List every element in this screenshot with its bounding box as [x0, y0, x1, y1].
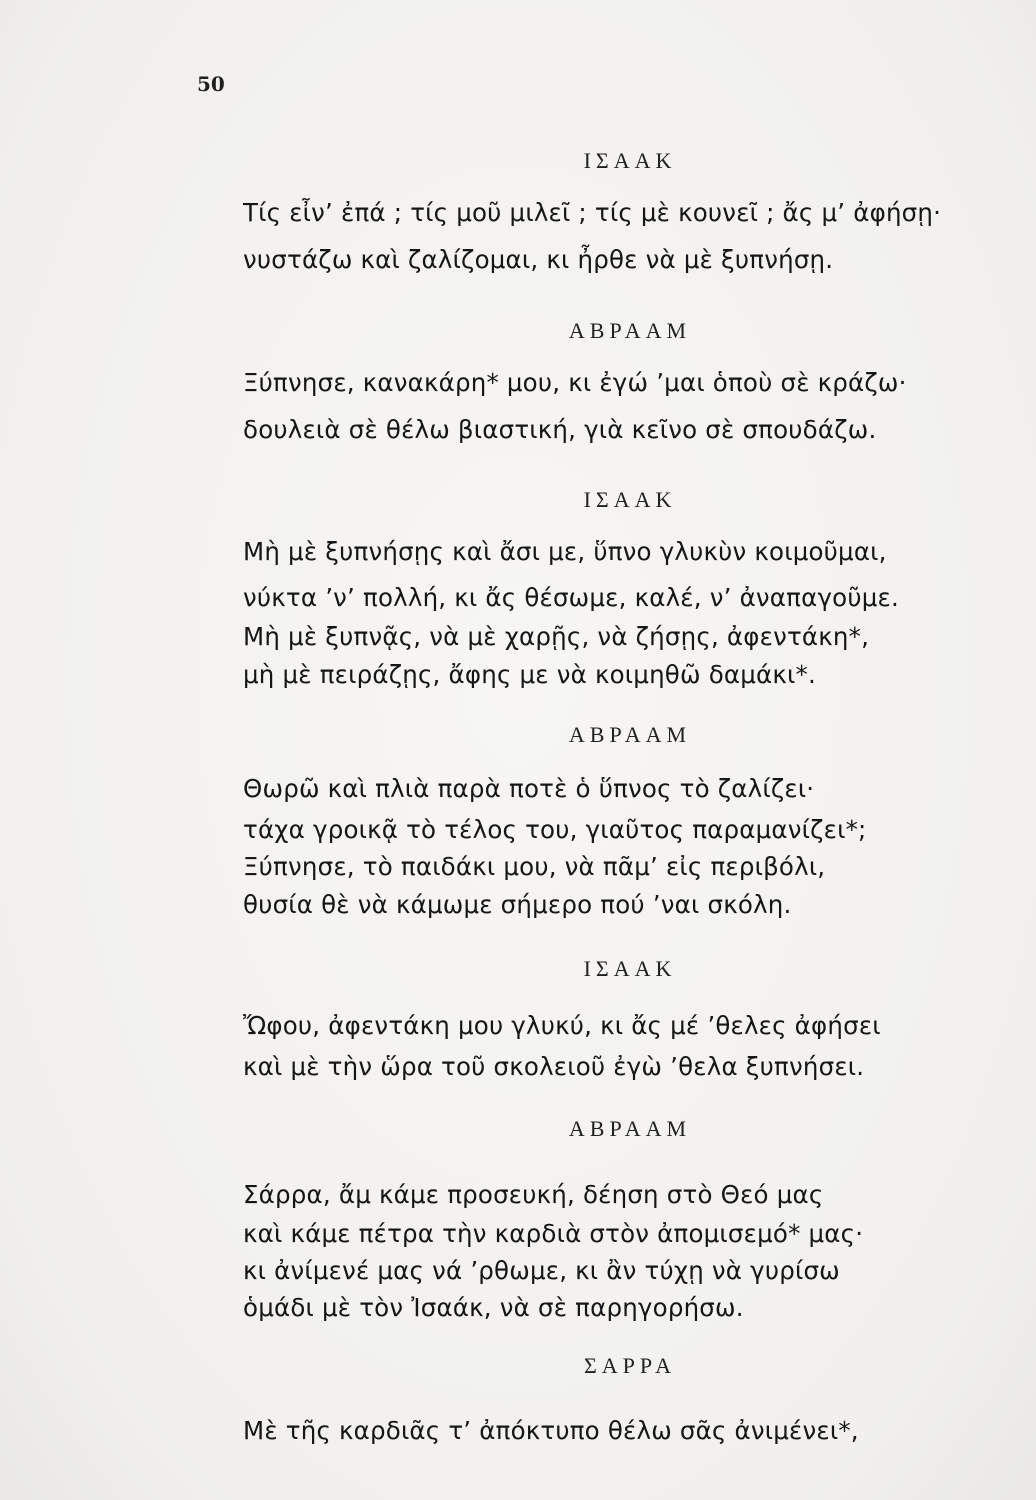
speaker-heading: ΑΒΡΑΑΜ: [568, 1116, 692, 1141]
verse-line: Μὴ μὲ ξυπνᾷς, νὰ μὲ χαρῇς, νὰ ζήσῃς, ἀφεντάκη*,: [243, 622, 870, 651]
speaker-heading: ΙΣΑΑΚ: [583, 956, 677, 981]
verse-line: μὴ μὲ πειράζῃς, ἄφης με νὰ κοιμηθῶ δαμάκι*.: [243, 660, 816, 689]
verse-line: Τίς εἶν’ ἐπά ; τίς μοῦ μιλεῖ ; τίς μὲ κουνεῖ ; ἄς μ’ ἀφήσῃ·: [243, 198, 942, 227]
speaker-heading: ΑΒΡΑΑΜ: [568, 318, 692, 343]
verse-line: θυσία θὲ νὰ κάμωμε σήμερο πού ’ναι σκόλη.: [243, 890, 792, 919]
verse-line: νυστάζω καὶ ζαλίζομαι, κι ἦρθε νὰ μὲ ξυπνήσῃ.: [243, 245, 834, 274]
verse-line: Ξύπνησε, κανακάρη* μου, κι ἐγώ ’μαι ὁποὺ σὲ κράζω·: [243, 368, 907, 397]
page-number: 50: [197, 72, 225, 96]
speaker-heading: ΣΑΡΡΑ: [583, 1353, 677, 1378]
verse-line: Θωρῶ καὶ πλιὰ παρὰ ποτὲ ὁ ὕπνος τὸ ζαλίζει·: [243, 774, 815, 803]
verse-line: τάχα γροικᾷ τὸ τέλος του, γιαῦτος παραμανίζει*;: [243, 815, 867, 844]
verse-line: ὁμάδι μὲ τὸν Ἰσαάκ, νὰ σὲ παρηγορήσω.: [243, 1293, 744, 1322]
verse-line: Ὤφου, ἀφεντάκη μου γλυκύ, κι ἄς μέ ’θελες ἀφήσει: [243, 1011, 881, 1040]
speaker-heading: ΙΣΑΑΚ: [583, 487, 677, 512]
speaker-heading: ΑΒΡΑΑΜ: [568, 722, 692, 747]
verse-line: Σάρρα, ἄμ κάμε προσευκή, δέηση στὸ Θεό μας: [243, 1180, 824, 1209]
verse-line: δουλειὰ σὲ θέλω βιαστική, γιὰ κεῖνο σὲ σπουδάζω.: [243, 415, 877, 444]
verse-line: Μὴ μὲ ξυπνήσῃς καὶ ἄσι με, ὕπνο γλυκὺν κοιμοῦμαι,: [243, 537, 887, 566]
verse-line: καὶ κάμε πέτρα τὴν καρδιὰ στὸν ἀπομισεμό* μας·: [243, 1219, 864, 1248]
verse-line: καὶ μὲ τὴν ὥρα τοῦ σκολειοῦ ἐγὼ ’θελα ξυπνήσει.: [243, 1052, 865, 1081]
verse-line: Ξύπνησε, τὸ παιδάκι μου, νὰ πᾶμ’ εἰς περιβόλι,: [243, 852, 826, 881]
speaker-heading: ΙΣΑΑΚ: [583, 148, 677, 173]
verse-line: κι ἀνίμενέ μας νά ’ρθωμε, κι ἂν τύχῃ νὰ γυρίσω: [243, 1256, 840, 1285]
verse-line: νύκτα ’ν’ πολλή, κι ἄς θέσωμε, καλέ, ν’ ἀναπαγοῦμε.: [243, 583, 899, 612]
verse-line: Μὲ τῆς καρδιᾶς τ’ ἀπόκτυπο θέλω σᾶς ἀνιμένει*,: [243, 1416, 859, 1445]
